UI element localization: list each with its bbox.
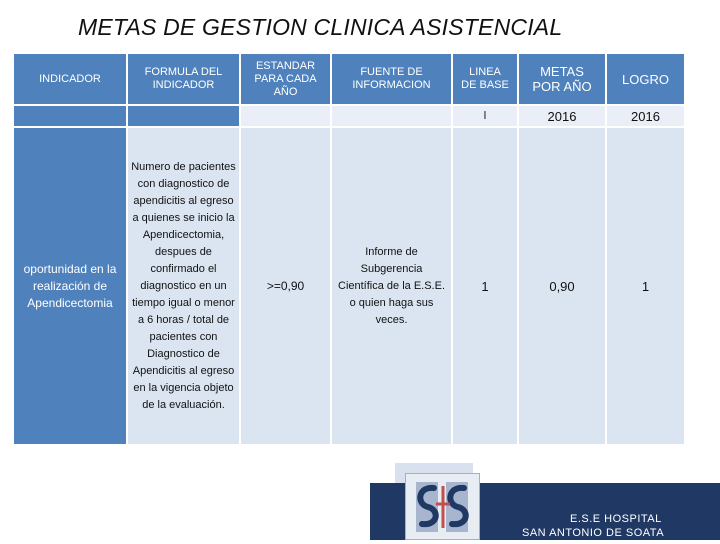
subheader-indicador [14,106,126,126]
subheader-linea-base-value: l [483,109,487,122]
cell-linea-base [453,128,517,444]
header-linea-base [453,54,517,104]
header-formula-label: FORMULA DEL INDICADOR [144,66,223,91]
formula-text: Numero de pacientes con diagnostico de apendicitis al egreso a quienes se inicio la Apendicectomia, despues de confirmado el diagnostico en un tiempo igual o menor a 6 horas / total de pacientes con Diagnostico de Apendicitis al egreso en la vigencia objeto de la evaluación. [131,160,236,411]
header-indicador [14,54,126,104]
subheader-logro-year: 2016 [631,108,660,124]
cell-logro [607,128,684,444]
header-fuente [332,54,451,104]
header-logro [607,54,684,104]
subheader-estandar [241,106,330,126]
header-indicador-label: INDICADOR [39,72,101,85]
header-estandar-label: ESTANDAR PARA CADA AÑO [254,59,317,98]
page-title: METAS DE GESTION CLINICA ASISTENCIAL [78,14,563,40]
header-metas [519,54,605,104]
subheader-formula [128,106,239,126]
logo-line1: E.S.E HOSPITAL [570,513,662,525]
linea-base-value: 1 [481,278,489,294]
subheader-metas [519,106,605,126]
header-estandar [241,54,330,104]
estandar-value: >=0,90 [266,278,305,293]
cell-estandar [241,128,330,444]
subheader-linea-base [453,106,517,126]
header-logro-label: LOGRO [622,71,669,87]
cell-formula [128,128,239,444]
subheader-logro [607,106,684,126]
metas-value: 0,90 [549,278,575,294]
header-fuente-label: FUENTE DE INFORMACION [352,66,431,91]
logo-line2: SAN ANTONIO DE SOATA [522,527,665,539]
subheader-metas-year: 2016 [547,108,577,124]
logro-value: 1 [641,278,650,294]
cell-fuente [332,128,451,444]
subheader-fuente [332,106,451,126]
header-formula [128,54,239,104]
hospital-logo [370,463,720,540]
header-metas-label: METAS POR AÑO [532,64,592,94]
header-linea-base-label: LINEA DE BASE [461,66,509,91]
logo-emblem-icon [405,473,480,540]
indicador-text: oportunidad en la realización de Apendicectomia [23,261,117,310]
cell-indicador [14,128,126,444]
cell-metas [519,128,605,444]
fuente-text: Informe de Subgerencia Científica de la E.S.E. o quien haga sus veces. [338,245,445,326]
